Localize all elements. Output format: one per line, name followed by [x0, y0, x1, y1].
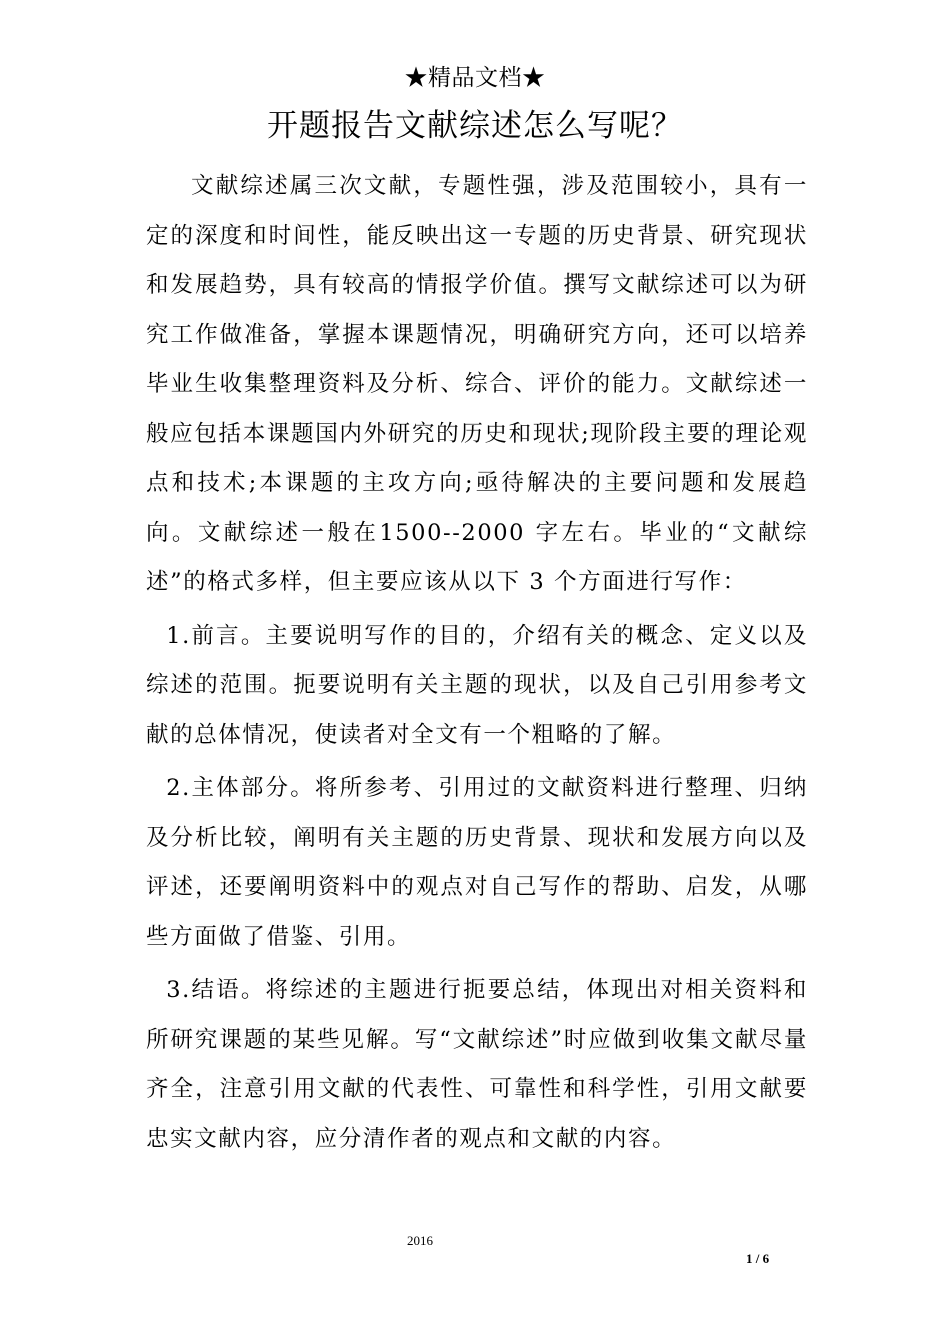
footer-year: 2016 — [407, 1233, 433, 1248]
section-conclusion: 3.结语。将综述的主题进行扼要总结，体现出对相关资料和所研究课题的某些见解。写“文献综述”时应做到收集文献尽量齐全，注意引用文献的代表性、可靠性和科学性，引用文献要忠实文献内容，应分清作者的观点和文献的内容。 — [146, 977, 808, 1152]
document-title: 开题报告文献综述怎么写呢？ — [267, 108, 683, 144]
page-number: 1 / 6 — [746, 1251, 770, 1266]
section-main-body: 2.主体部分。将所参考、引用过的文献资料进行整理、归纳及分析比较，阐明有关主题的历史背景、现状和发展方向以及评述，还要阐明资料中的观点对自己写作的帮助、启发，从哪些方面做了借鉴、引用。 — [146, 775, 808, 950]
document-body — [146, 162, 808, 1164]
intro-paragraph: 文献综述属三次文献，专题性强，涉及范围较小，具有一定的深度和时间性，能反映出这一专题的历史背景、研究现状和发展趋势，具有较高的情报学价值。撰写文献综述可以为研究工作做准备，掌握本课题情况，明确研究方向，还可以培养毕业生收集整理资料及分析、综合、评价的能力。文献综述一般应包括本课题国内外研究的历史和现状;现阶段主要的理论观点和技术;本课题的主攻方向;亟待解决的主要问题和发展趋向。文献综述一般在1500--2000 字左右。毕业的“文献综述”的格式多样，但主要应该从以下 3 个方面进行写作： — [146, 173, 808, 595]
header-mark: ★精品文档★ — [404, 65, 546, 91]
section-preface: 1.前言。主要说明写作的目的，介绍有关的概念、定义以及综述的范围。扼要说明有关主题的现状，以及自己引用参考文献的总体情况，使读者对全文有一个粗略的了解。 — [146, 622, 808, 748]
